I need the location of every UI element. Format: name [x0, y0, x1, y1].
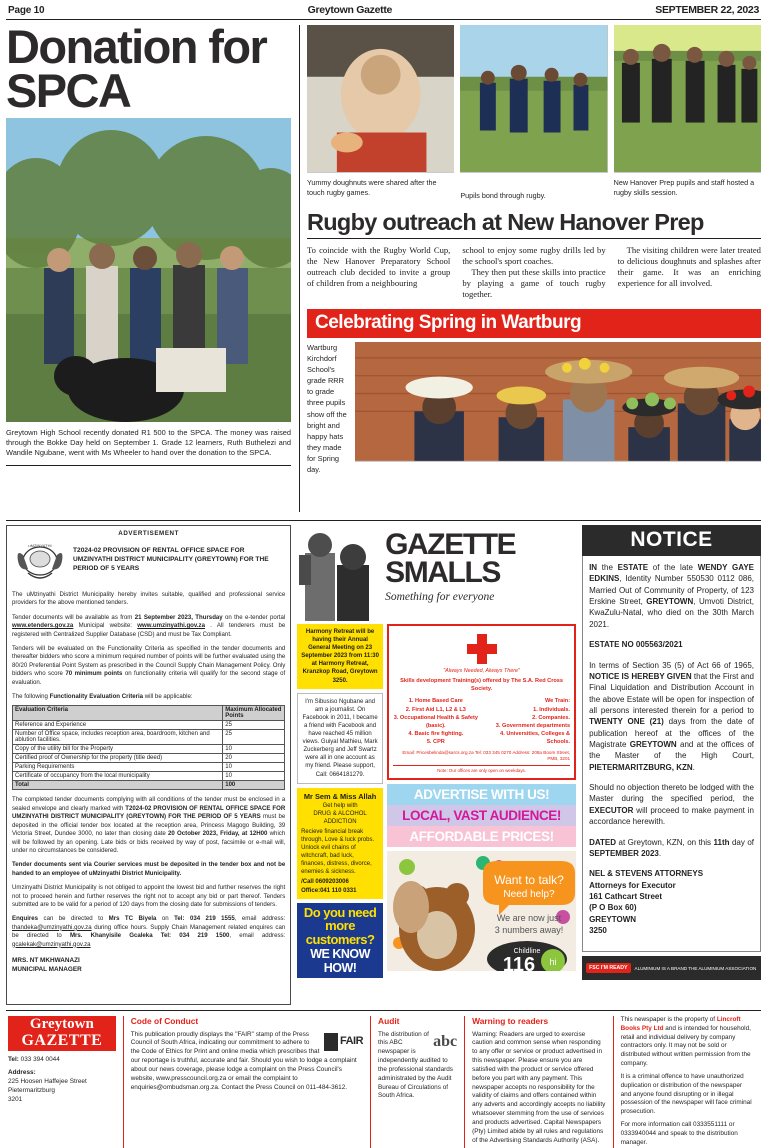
- lead-headline-line2: SPCA: [6, 63, 131, 117]
- smalls-students-art: [297, 525, 383, 621]
- points-cell: 25: [223, 721, 285, 730]
- warning-body: Warning: Readers are urged to exercise caution and common sense when responding to any offer or service or product advertised in this newspaper. Please ensure you are satisfied with the product or service offered before you part with any payment. This newspaper accepts no responsibility for the validity of claims and offers contained within any adverts and accordingly accepts no liability whatsoever stemming from the use of services and products advertised. Capital Newspapers (Pty) Limited abide by all rules and regulations of the Advertising Standards Authority (ASA).: [472, 1030, 606, 1144]
- signature-name: MRS. NT MKHWANAZI: [12, 956, 80, 964]
- mrsem-title: Mr Sem & Miss Allah: [303, 791, 377, 801]
- fsc-badge: FSC I'M READY: [586, 963, 630, 973]
- lead-headline-line1: Donation for: [6, 20, 267, 73]
- column-divider: [299, 25, 300, 512]
- tender-header: [12, 539, 285, 585]
- contact-tel-1: Tel: 034 219 1555: [174, 915, 235, 923]
- tender-title: T2024-02 PROVISION OF RENTAL OFFICE SPACE FOR UMZINYATHI DISTRICT MUNICIPALITY (GREYTOWN) FOR THE PERIOD OF 5 YEARS: [73, 547, 269, 572]
- section-divider-rule: [6, 520, 761, 521]
- rugby-body-columns: [307, 245, 761, 300]
- rugby-photo-cell-3: [614, 25, 761, 201]
- svg-text:We are now just: We are now just: [496, 913, 562, 924]
- umzinyathi-municipality-crest: [12, 539, 68, 585]
- aluminium-badge-text: ALUMINIUM IS A BRAND THE ALUMINIUM ASSOCIATION: [634, 965, 757, 971]
- mrsem-office: Office:041 110 0331: [301, 887, 357, 894]
- spring-banner: Celebrating Spring in Wartburg: [307, 309, 761, 338]
- rugby-photo-cell-2: [460, 25, 607, 201]
- footer-address-block: [8, 1069, 116, 1104]
- notice-given-label: NOTICE IS HEREBY GIVEN: [589, 671, 692, 681]
- logo-line1: Greytown: [29, 1016, 94, 1032]
- tender-p3-c: on functionality criteria will qualify for the second stage of evaluation.: [12, 670, 286, 686]
- tender-p2-date: 21 September 2023, Thursday: [134, 613, 223, 621]
- criteria-cell: Certified proof of Ownership for the property (title deed): [13, 754, 223, 763]
- address-line-1: 225 Hoosen Haffejee Street: [8, 1078, 87, 1086]
- page-number-label: Page 10: [8, 5, 45, 16]
- points-cell: 10: [223, 763, 285, 772]
- tender-advertisement: [6, 525, 291, 1005]
- spring-row: [307, 342, 761, 475]
- rugby-body-col-1: [307, 245, 450, 300]
- lead-headline: [6, 20, 291, 117]
- attorney-address-2: (P O Box 60): [589, 903, 637, 913]
- redcross-right-list: [485, 697, 571, 746]
- tender-par-2: [12, 614, 285, 639]
- notice-p4-f: .: [658, 848, 662, 858]
- col-header-criteria: Evaluation Criteria: [13, 706, 223, 721]
- rugby-skills-photo-art: [614, 25, 761, 172]
- customers-line2: customers?: [305, 931, 375, 947]
- signature-title: MUNICIPAL MANAGER: [12, 965, 82, 973]
- notice-period: TWENTY ONE (21): [589, 717, 664, 727]
- criteria-cell: Reference and Experience: [13, 721, 223, 730]
- lead-caption-rule: [6, 465, 291, 466]
- tender-par-6: Tender documents sent via Courier services must be deposited in the tender box and not be handed to an employee of uMzinyathi District Municipality.: [12, 861, 286, 877]
- redcross-item: 1. Home Based Care: [408, 698, 463, 705]
- notice-p3-c: will proceed to make payment in accordance herewith.: [589, 805, 754, 827]
- audit-body: The distribution of this ABC newspaper is independently audited to the professional standards administrated by the Audit Bureau of Circulations of South Africa.: [378, 1030, 454, 1100]
- mr-sem-miss-allah-ad[interactable]: [297, 788, 383, 899]
- mrsem-sub2: DRUG & ALCOHOL ADDICTION: [313, 810, 367, 825]
- smalls-ad-grid: [297, 624, 576, 978]
- notice-town-2: GREYTOWN: [629, 740, 677, 750]
- rugby-skills-photo-caption: New Hanover Prep pupils and staff hosted a rugby skills session.: [613, 178, 755, 197]
- executor-label: EXECUTOR: [589, 805, 634, 815]
- rugby-par-2: school to enjoy some rugby drills led by the school's sport coaches.: [462, 244, 606, 266]
- fair-label: FAIR: [339, 1035, 364, 1047]
- sustainability-badge-bar: [582, 956, 761, 980]
- redcross-item: 2. First Aid L1, L2 & L3: [405, 706, 466, 713]
- criteria-cell: Copy of the utility bill for the Property: [13, 745, 223, 754]
- prop-a: This newspaper is the property of: [620, 1016, 717, 1023]
- top-news-zone: [6, 20, 761, 512]
- mrsem-body: Recieve financial break through, Love & luck probs. Unlock evil chains of witchcraft, bad luck, finances, distress, divorce, enemies & sickness.: [301, 828, 375, 876]
- table-row: [13, 772, 285, 781]
- notice-p1-a: IN: [589, 563, 598, 572]
- tender-p5-c: must be deposited in the official tender box located at the reception area, Princess Magogo Building, 39 Victoria Street, Dundee 3000, no later than closing date: [12, 813, 286, 838]
- page-masthead: [6, 0, 761, 20]
- total-label: Total: [13, 781, 223, 790]
- contact-email-2[interactable]: gcalekak@umzinyathi.gov.za: [12, 940, 91, 948]
- spring-caption: Wartburg Kirchdorf School's grade RRR to grade three pupils show off the bright and happy hats they made for Spring day.: [307, 342, 347, 475]
- tender-par-1: The uMzinyathi District Municipality hereby invites suitable, qualified and professional service providers for the above mentioned tenders.: [12, 591, 286, 607]
- conduct-heading: Code of Conduct: [130, 1016, 199, 1026]
- redcross-item: 1. Individuals.: [533, 706, 571, 713]
- criteria-cell: Certificate of occupancy from the local municipality: [13, 772, 223, 781]
- doughnuts-photo: [307, 25, 454, 173]
- logo-line2: GAZETTE: [21, 1031, 103, 1049]
- smalls-column-2: [387, 624, 576, 978]
- attorney-role: Attorneys for Executor: [589, 880, 676, 890]
- tender-p3-points: 70 minimum points: [65, 670, 123, 678]
- prop-c: and is intended for household, retail and individual delivery by company contractors only. It may not be sold or distributed without written permission from the company.: [620, 1024, 751, 1068]
- red-cross-icon: [465, 632, 499, 666]
- points-cell: 10: [223, 745, 285, 754]
- classifieds-zone: [6, 525, 761, 1005]
- deceased-name: WENDY GAYE EDKINS: [589, 563, 754, 584]
- page-footer: [6, 1010, 761, 1148]
- pupils-bond-photo: [460, 25, 607, 173]
- redcross-item: 3. Occupational Health & Safety (basic).: [393, 714, 478, 729]
- property-par-3: For more information call 0333551111 or 0333940044 and speak to the distribution manager.: [620, 1121, 738, 1146]
- redcross-right-head: We Train:: [545, 698, 571, 705]
- advertise-line3: AFFORDABLE PRICES!: [387, 826, 576, 847]
- red-cross-training-ad[interactable]: [387, 624, 576, 780]
- footer-warning: [464, 1016, 612, 1148]
- footer-audit: [370, 1016, 464, 1148]
- doughnuts-photo-caption: Yummy doughnuts were shared after the touch rugby games.: [307, 178, 437, 197]
- mrsem-sub1: Get help with: [322, 802, 358, 809]
- municipality-url[interactable]: www.umzinyathi.gov.za: [137, 622, 205, 630]
- notice-p2-a: In terms of Section 35 (5) of Act 66 of 1965,: [589, 660, 754, 670]
- tender-p8-f: , email address:: [234, 915, 286, 923]
- rugby-photo-cell-1: [307, 25, 454, 201]
- criteria-cell: Number of Office space, includes reception area, boardroom, kitchen and ablution facilities.: [13, 730, 223, 745]
- redcross-item: 5. CPR: [426, 738, 445, 745]
- rugby-section-heading: Rugby outreach at New Hanover Prep: [307, 209, 761, 239]
- table-row: [13, 730, 285, 745]
- tender-par-8: [12, 915, 285, 949]
- redcross-item: 4. Universities, Colleges & Schools.: [500, 730, 571, 745]
- etenders-url[interactable]: www.etenders.gov.za: [12, 622, 74, 630]
- col-header-points: Maximum Allocated Points: [223, 706, 285, 721]
- publication-title: Greytown Gazette: [307, 4, 393, 16]
- table-row: [13, 763, 285, 772]
- pupils-bond-photo-caption: Pupils bond through rugby.: [460, 191, 546, 200]
- contact-name-1: Mrs TC Biyela: [108, 915, 157, 923]
- redcross-left-list: [393, 697, 479, 746]
- enquires-label: Enquires: [12, 915, 39, 923]
- gazette-logo: [8, 1016, 116, 1051]
- tender-p8-b: can be directed to: [38, 915, 109, 923]
- fair-book-icon: [324, 1033, 338, 1051]
- notice-p2-g: and at the offices of the Master of the High Court,: [589, 740, 754, 761]
- notice-par-4: [589, 837, 754, 860]
- svg-text:116: 116: [502, 954, 536, 972]
- redcross-item: 3. Government departments: [495, 722, 571, 729]
- mrsem-call: /Call 0609203006: [301, 879, 349, 886]
- customers-line1: Do you need more: [303, 904, 377, 934]
- rugby-par-1: To coincide with the Rugby World Cup, the New Hanover Preparatory School outreach club decided to invite a group of children from a neighbouring: [307, 244, 451, 288]
- notice-court-city: PIETERMARITZBURG, KZN: [589, 762, 693, 772]
- audit-heading: Audit: [378, 1016, 400, 1026]
- footer-property-notice: [613, 1016, 761, 1148]
- notice-p2-e: days from the date of publication hereof at the offices of the Magistrate: [589, 717, 755, 750]
- pupils-bond-photo-art: [460, 25, 607, 172]
- smalls-students-photo: [297, 525, 383, 621]
- tender-par-5: [12, 796, 285, 855]
- rugby-par-4: The visiting children were later treated to delicious doughnuts and splashes after their game. It was an enriching experience for all involved.: [617, 244, 761, 288]
- table-header-row: [13, 706, 285, 721]
- estate-number: ESTATE NO 005563/2021: [589, 640, 683, 650]
- contact-name-2: Mrs. Khanyisile Gcaleka Tel: 034 219 1500: [69, 932, 230, 940]
- redcross-contact: Email: Pricesbelinda@sarcs.org.za Tel: 033 345 0270 Address: 208a Boom Street, PMB, 3201: [402, 750, 571, 762]
- tender-par-4: [12, 693, 285, 701]
- tender-p5-a: The completed tender documents complying with all conditions of the tender must be enclosed in a sealed envelope and clearly marked with: [12, 796, 286, 812]
- notice-p1-f: , Identity Number 550530 0112 086, Married Out of Community of Property, of 123 Erskine Street,: [589, 574, 754, 607]
- address-line-3: 3201: [8, 1095, 23, 1103]
- evaluation-criteria-table: [12, 705, 285, 790]
- rugby-par-3: They then put these skills into practice by playing a game of touch rugby together.: [462, 266, 606, 299]
- tender-p4-a: The following: [12, 693, 50, 701]
- rugby-body-col-2: [462, 245, 605, 300]
- smalls-title-line2: SMALLS: [385, 555, 501, 589]
- notice-month-year: SEPTEMBER 2023: [589, 848, 659, 858]
- contact-email-1[interactable]: thandeka@umzinyathi.gov.za: [12, 923, 92, 931]
- tender-p8-g: during office hours. Supply Chain Management related enquires can be directed to: [12, 923, 286, 940]
- notice-p2-i: .: [692, 762, 695, 772]
- tender-p5-e: which will be followed by an opening. Late bids or bids received by way of post, facsimile or e-mail will, under no circumstances be considered.: [12, 830, 286, 854]
- notice-header: NOTICE: [582, 525, 761, 556]
- redcross-item: 4. Basic fire fighting.: [408, 730, 464, 737]
- svg-text:Need help?: Need help?: [503, 889, 555, 901]
- notice-p1-b: the: [597, 563, 618, 572]
- notice-par-3: [589, 782, 754, 827]
- lead-story-column: [6, 20, 299, 512]
- childline-ad[interactable]: [387, 851, 576, 971]
- smalls-column-1: [297, 624, 383, 978]
- attorney-address-4: 3250: [589, 926, 607, 936]
- notice-p1-h: , Umvoti District, KwaZulu-Natal, who died on the 30th March 2021.: [589, 597, 754, 629]
- points-cell: 25: [223, 730, 285, 745]
- redcross-intro: Skills development Training(s) offered by The S.A. Red Cross Society.: [400, 678, 564, 692]
- footer-logo-block: [6, 1016, 123, 1148]
- doughnuts-photo-art: [307, 25, 454, 172]
- advertisement-label: ADVERTISEMENT: [118, 530, 179, 537]
- spring-hats-photo-art: [355, 342, 761, 461]
- points-cell: 20: [223, 754, 285, 763]
- tender-p2-a: Tender documents will be available as from: [12, 613, 135, 621]
- legal-notice-section: [582, 525, 761, 1005]
- address-label: Address:: [8, 1069, 36, 1077]
- table-total-row: [13, 781, 285, 790]
- tel-label: Tel:: [8, 1055, 19, 1063]
- childline-ad-art: [387, 851, 576, 971]
- footer-tel-row: [8, 1056, 116, 1065]
- harmony-retreat-ad[interactable]: Harmony Retreat will be having their Annual General Meeting on 23 September 2023 from 11:30 at Harmony Retreat, Kranzkop Road, Greytown 3250.: [297, 624, 383, 689]
- table-row: [13, 754, 285, 763]
- tel-value: 033 394 0044: [20, 1055, 60, 1063]
- spca-donation-photo: [6, 118, 291, 422]
- notice-estate-word: ESTATE: [617, 563, 649, 572]
- redcross-note: Note: Our offices are only open on weekdays.: [393, 765, 570, 774]
- tender-p3-a: Tenders will be evaluated on the Functionality Criteria as specified in the tender documents and thereafter bidders who score a minimum required number of points will be further evaluated using the 80/20 Preferential Point System as prescribed in the Council Supply Chain Management Policy. Only bidders who score: [12, 645, 286, 678]
- tender-p4-criteria: Functionality Evaluation Criteria: [49, 693, 144, 701]
- criteria-cell: Parking Requirements: [13, 763, 223, 772]
- property-par-1: [621, 1016, 754, 1069]
- warning-heading: Warning to readers: [472, 1016, 549, 1026]
- points-cell: 10: [223, 772, 285, 781]
- rugby-photo-strip: [307, 25, 761, 201]
- tender-p8-i: , email address:: [229, 932, 286, 940]
- table-row: [13, 745, 285, 754]
- attorney-address-1: 161 Cathcart Street: [589, 891, 662, 901]
- notice-p4-d: day of: [729, 837, 754, 847]
- notice-par-2: [589, 660, 754, 774]
- publisher-name: Lincroft Books Pty Ltd: [620, 1016, 741, 1032]
- abc-logo: abc: [433, 1032, 458, 1050]
- table-row: [13, 721, 285, 730]
- smalls-title-block: [385, 528, 516, 604]
- notice-town-1: GREYTOWN: [646, 597, 694, 607]
- property-par-2: It is a criminal offence to have unauthorized duplication or distribution of the newspaper and anyone found disrupting or in illegal possession of the newspaper will face criminal prosecution.: [620, 1072, 752, 1116]
- notice-p4-b: at Greytown, KZN, on this: [616, 837, 714, 847]
- rugby-skills-photo: [614, 25, 761, 173]
- svg-text:Want to talk?: Want to talk?: [494, 873, 564, 888]
- gazette-smalls-section: [297, 525, 576, 1005]
- dated-label: DATED: [589, 837, 617, 847]
- tender-par-3: [12, 645, 285, 687]
- need-customers-ad[interactable]: [297, 903, 383, 978]
- lead-photo-caption: Greytown High School recently donated R1 500 to the SPCA. The money was raised through the Bokke Day held on September 1. Grade 12 learners, Ruth Buthelezi and Wandile Ngubane, went with Ms Wheeler to hand over the donation to the SPCA.: [6, 428, 291, 458]
- tender-p2-c: on the e-tender portal: [222, 613, 286, 621]
- notice-p2-c: that the First and Final Liquidation and Distribution Account in the above Estate will be open for inspection of all persons interested therein for a period to: [589, 671, 754, 715]
- publication-date: SEPTEMBER 22, 2023: [655, 4, 759, 16]
- notice-day: 11th: [713, 837, 730, 847]
- notice-body: [582, 556, 761, 952]
- smalls-title-line1: GAZETTE: [385, 528, 516, 561]
- redcross-tagline: "Always Needed, Always There": [443, 668, 520, 674]
- attorney-address-3: GREYTOWN: [589, 914, 637, 924]
- smalls-tagline: Something for everyone: [385, 591, 495, 604]
- advertise-line1: ADVERTISE WITH US!: [387, 784, 576, 805]
- customers-line3: WE KNOW HOW!: [310, 946, 370, 975]
- footer-code-of-conduct: [123, 1016, 370, 1148]
- press-council-fair-mark: [324, 1033, 363, 1051]
- advertise-line2: LOCAL, VAST AUDIENCE!: [387, 805, 576, 826]
- tender-p5-closing: 20 October 2023, Friday, at 12H00: [168, 830, 268, 838]
- notice-par-1: [589, 562, 754, 630]
- conduct-body: This publication proudly displays the "FAIR" stamp of the Press Council of South Africa, indicating our commitment to adhere to the Code of Ethics for Print and online media which prescribes that our reportage is truthful, accurate and fair. Should you wish to lodge a complaint about our news coverage, please lodge a complaint on the Press Council's website, www.presscouncil.org.za or email the complaint to enquiries@ombudsman.org.za. Contact the Press Council on 011-484-3612.: [130, 1030, 357, 1091]
- spring-hats-photo: [355, 342, 761, 462]
- tender-p2-d: Municipal website:: [73, 622, 138, 630]
- smalls-header: [297, 525, 576, 621]
- attorney-firm: NEL & STEVENS ATTORNEYS: [589, 869, 704, 879]
- tender-signature: [12, 957, 285, 975]
- notice-p1-d: of the late: [648, 563, 698, 572]
- advertise-with-us-ad[interactable]: [387, 784, 576, 847]
- svg-text:3 numbers away!: 3 numbers away!: [494, 925, 564, 936]
- svg-text:hi: hi: [549, 957, 557, 968]
- notice-p3-a: Should no objection thereto be lodged with the Master during the specified period, the: [589, 783, 754, 804]
- tender-p2-e: . All tenderers must be registered with Centralized Supplier Database (CSD) and must be Tax Compliant.: [12, 622, 286, 638]
- svg-text:Childline: Childline: [513, 948, 541, 956]
- tender-p8-d: on: [156, 915, 175, 923]
- address-line-2: Pietermaritzburg: [8, 1087, 55, 1095]
- spca-photo-art: [6, 118, 291, 422]
- rugby-and-spring-column: [307, 25, 761, 512]
- total-value: 100: [223, 781, 285, 790]
- sibusiso-ngubane-ad[interactable]: I'm Sibusiso Ngubane and am a journalist. On Facebook in 2011, I became a friend with Facebook and have reached 45 million views. Guiyal Mathieu, Mark Zuckerberg and Jeff Swartz were all in one account as my friend. Please support, Call: 0664181279.: [297, 693, 383, 784]
- svg-text:uMZINYATHI: uMZINYATHI: [28, 543, 52, 548]
- tender-p4-c: will be applicable:: [143, 693, 193, 701]
- tender-p5-ref: T2024-02 PROVISION OF RENTAL OFFICE SPACE FOR UMZINYATHI DISTRICT MUNICIPALITY (GREYTOWN) FOR THE PERIOD OF 5 YEARS: [12, 804, 286, 821]
- tender-par-7: Umzinyathi District Municipality is not obliged to appoint the lowest bid and further reserves the right not to proceed herein and further reserves the right not to accept any bid or part thereof. Tenders submitted are to be valid for a period of 120 days from the closing date for submissions of tenders.: [12, 884, 286, 908]
- redcross-item: 2. Companies.: [532, 714, 571, 721]
- rugby-body-col-3: [618, 245, 761, 300]
